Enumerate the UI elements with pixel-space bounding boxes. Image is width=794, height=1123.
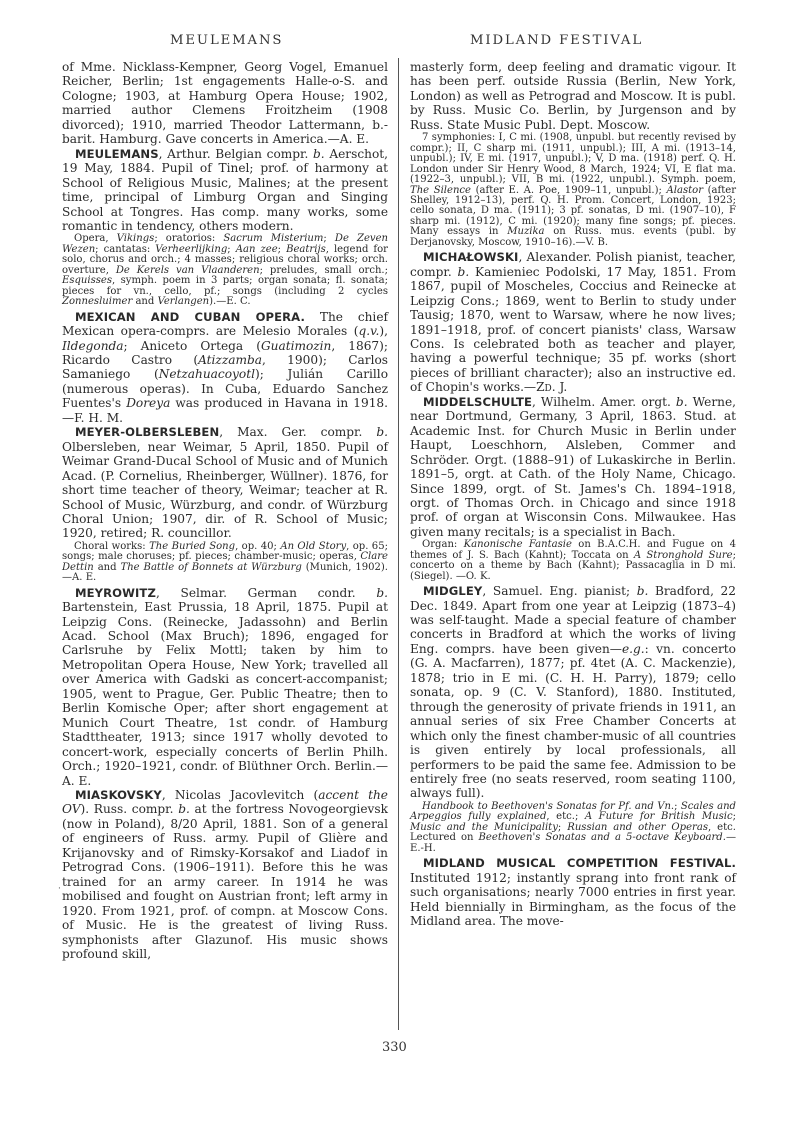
- entry-michalowski: MICHAŁOWSKI, Alexander. Polish pianist, teacher, compr. b. Kamieniec Podolski, 17 May, 1851. From 1867, pupil of Moscheles, Coccius and Reinecke at Leipzig Cons.; 1869, went to Berlin to study under Tausig; 1870, went to Warsaw, where he now lives; 1891–1918, prof. of concert pianists' class, Warsaw Cons. Is celebrated both as teacher and player, having a powerful technique; 35 pf. works (short pieces of brilliant character); also an instructive ed. of Chopin's works.—Zd. J.: [410, 250, 736, 395]
- page-number: 330: [382, 1040, 407, 1055]
- signature: A. E.: [62, 773, 92, 788]
- entry-middelschulte: MIDDELSCHULTE, Wilhelm. Amer. orgt. b. Werne, near Dortmund, Germany, 3 April, 1863. Stud. at Academic Inst. for Church Music in Berlin under Haupt, Loeschhorn, Alsleben, Commer and Schröder. Orgt. (1888–91) of Lukaskirche in Berlin. 1891–5, orgt. at Cath. of the Holy Name, Chicago. Since 1899, orgt. of St. James's Ch. 1894–1918, orgt. of Thomas Orch. in Chicago and since 1918 prof. of organ at Wisconsin Cons. Milwaukee. Has given many recitals; is a specialist in Bach.: [410, 394, 736, 539]
- right-column: [410, 60, 736, 928]
- entry-mexican-cuban-opera: MEXICAN AND CUBAN OPERA. The chief Mexican opera-comprs. are Melesio Morales (q.v.), Ildegonda; Aniceto Ortega (Guatimozin, 1867); Ricardo Castro (Atizzamba, 1900); Carlos Samaniego (Netzahuacoyotl); Julián Carillo (numerous operas). In Cuba, Eduardo Sanchez Fuentes's Doreya was produced in Havana in 1918.—F. H. M.: [62, 309, 389, 425]
- headword: MIDGLEY: [423, 584, 483, 599]
- headword: MEYROWITZ: [75, 585, 156, 600]
- works-note-meyer-olbersleben: Choral works: The Buried Song, op. 40; An Old Story, op. 65; songs; male choruses; pf. pieces; chamber-music; operas, Clare Dettin and The Battle of Bonnets at Würzburg (Munich, 1902).—A. E.: [62, 540, 388, 584]
- headword: MEULEMANS: [75, 146, 159, 161]
- margin-dot: ·: [58, 884, 61, 894]
- entry-meulemans: MEULEMANS, Arthur. Belgian compr. b. Aerschot, 19 May, 1884. Pupil of Tinel; prof. of harmony at School of Religious Music, Malines; at the present time, principal of Limburg Organ and Singing School at Tongres. Has comp. many works, some romantic in tendency, others modern.: [62, 146, 388, 233]
- headword: MIDLAND MUSICAL COMPETITION FESTIVAL.: [423, 856, 736, 871]
- entry-miaskovsky: MIASKOVSKY, Nicolas Jacovlevitch (accent the OV). Russ. compr. b. at the fortress Novogeorgievsk (now in Poland), 8/20 April, 1881. Son of a general of engineers of Russ. army. Pupil of Glière and Krijanovsky and of Rimsky-Korsakof and Liadof in Petrograd Cons. (1906–1911). Before this he was trained for an army career. In 1914 he was mobilised and fought on Austrian front; left army in 1920. From 1921, prof. of compn. at Moscow Cons. of Music. He is the greatest of living Russ. symphonists after Glazunof. His music shows profound skill,: [62, 788, 388, 961]
- works-note-middelschulte: Organ: Kanonische Fantasie on B.A.C.H. and Fugue on 4 themes of J. S. Bach (Kahnt); Toccata on A Stronghold Sure; concerto on a theme by Bach (Kahnt); Passacaglia in D mi. (Siegel). —O. K.: [410, 539, 736, 582]
- headword: MICHAŁOWSKI: [423, 250, 519, 265]
- entry-meyrowitz: MEYROWITZ, Selmar. German condr. b. Bartenstein, East Prussia, 18 April, 1875. Pupil at Leipzig Cons. (Reinecke, Jadassohn) and Berlin Acad. School (Max Bruch); 1896, engaged for Carlsruhe by Felix Mottl; taken by him to Metropolitan Opera House, New York; travelled all over America with Gadski as concert-accompanist; 1905, went to Prague, Ger. Public Theatre; then to Berlin Komische Oper; after short engagement at Munich Court Theatre, 1st condr. of Hamburg Stadttheater, 1913; since 1917 wholly devoted to concert-work, especially concerts of Berlin Philh. Orch.; 1920–1921, condr. of Blüthner Orch. Berlin.—A. E.: [62, 585, 388, 788]
- works-note-miaskovsky: 7 symphonies: I, C mi. (1908, unpubl. but recently revised by compr.); II, C sharp mi. (1911, unpubl.); III, A mi. (1913–14, unpubl.); IV, E mi. (1917, unpubl.); V, D ma. (1918) perf. Q. H. London under Sir Henry Wood, 8 March, 1924; VI, E flat ma. (1922–3, unpubl.); VII, B mi. (1922, unpubl.). Symph. poem, The Silence (after E. A. Poe, 1909–11, unpubl.); Alastor (after Shelley, 1912–13), perf. Q. H. Prom. Concert, London, 1923; cello sonata, D ma. (1911); 3 pf. sonatas, D mi. (1907–10), F sharp mi. (1912), C mi. (1920); many fine songs; pf. pieces. Many essays in Muzika on Russ. mus. events (publ. by Derjanovsky, Moscow, 1910–16).—V. B.: [410, 132, 737, 248]
- running-head-left: MEULEMANS: [170, 33, 284, 48]
- left-column: [62, 60, 388, 961]
- entry-miaskovsky-continued: masterly form, deep feeling and dramatic vigour. It has been perf. outside Russia (Berlin, New York, London) as well as Petrograd and Moscow. It is publ. by Russ. Music Co. Berlin, by Jurgenson and by Russ. State Music Publ. Dept. Moscow.: [410, 60, 736, 132]
- headword: MIASKOVSKY: [75, 788, 162, 803]
- works-note-meulemans: Opera, Vikings; oratorios: Sacrum Misterium; De Zeven Wezen; cantatas: Verheerlijking; Aan zee; Beatrijs, legend for solo, chorus and orch.; 4 masses; religious choral works; orch. overture, De Kerels van Vlaanderen; preludes, small orch.; Esquisses, symph. poem in 3 parts; organ sonata; fl. sonata; pieces for vn., cello, pf.; songs (including 2 cycles Zonnesluimer and Verlangen).—E. C.: [62, 233, 388, 308]
- running-head-right: MIDLAND FESTIVAL: [470, 33, 643, 48]
- entry-meyer-olbersleben: MEYER-OLBERSLEBEN, Max. Ger. compr. b. Olbersleben, near Weimar, 5 April, 1850. Pupil of Weimar Grand-Ducal School of Music and of Munich Acad. (P. Cornelius, Rheinberger, Wüllner). 1876, for short time teacher of theory, Weimar; teacher at R. School of Music, Würzburg, and condr. of Würzburg Choral Union; 1907, dir. of R. School of Music; 1920, retired; R. councillor.: [62, 425, 388, 541]
- column-divider: [398, 58, 399, 1030]
- headword: MEXICAN AND CUBAN OPERA.: [75, 309, 305, 324]
- signature: A. E.: [339, 132, 370, 147]
- entry-continuation: of Mme. Nicklass-Kempner, Georg Vogel, Emanuel Reicher, Berlin; 1st engagements Halle-o-S. and Cologne; 1903, at Hamburg Opera House; 1902, married author Clemens Froitzheim (1908 divorced); 1910, married Theodor Lattermann, b.-barit. Hamburg. Gave concerts in America.—A. E.: [62, 60, 388, 147]
- signature: Zd. J.: [536, 380, 568, 395]
- works-note-midgley: Handbook to Beethoven's Sonatas for Pf. and Vn.; Scales and Arpeggios fully explained, etc.; A Future for British Music; Music and the Municipality; Russian and other Operas, etc. Lectured on Beethoven's Sonatas and a 5-octave Keyboard.—E.-H.: [410, 800, 736, 854]
- headword: MEYER-OLBERSLEBEN: [75, 425, 220, 440]
- entry-midland-festival: MIDLAND MUSICAL COMPETITION FESTIVAL. Instituted 1912; instantly sprang into front rank of such organisations; nearly 7000 entries in first year. Held biennially in Birmingham, as the focus of the Midland area. The move-: [410, 856, 736, 928]
- headword: MIDDELSCHULTE: [423, 394, 532, 409]
- signature: F. H. M.: [74, 410, 123, 425]
- entry-midgley: MIDGLEY, Samuel. Eng. pianist; b. Bradford, 22 Dec. 1849. Apart from one year at Leipzig (1873–4) was self-taught. Made a special feature of chamber concerts in Bradford at which the works of living Eng. comprs. have been given—e.g.: vn. concerto (G. A. Macfarren), 1877; pf. 4tet (A. C. Mackenzie), 1878; trio in E mi. (C. H. H. Parry), 1879; cello sonata, op. 9 (C. V. Stanford), 1880. Instituted, through the generosity of private friends in 1911, an annual series of six Free Chamber Concerts at which only the finest chamber-music of all countries is given entirely by local professionals, all performers to be paid the same fee. Admission to be entirely free (no seats reserved, room seating 1100, always full).: [410, 584, 736, 801]
